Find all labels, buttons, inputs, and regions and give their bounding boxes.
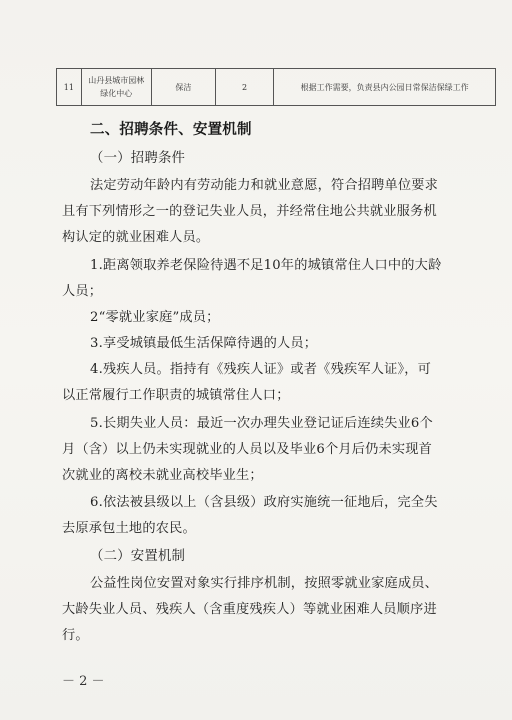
table-cell-duty: 根据工作需要，负责县内公园日常保洁保绿工作 bbox=[274, 69, 496, 106]
item-5-line-2: 月（含）以上仍未实现就业的人员以及毕业6个月后仍未实现首 bbox=[62, 442, 433, 457]
intro-line-1: 法定劳动年龄内有劳动能力和就业意愿，符合招聘单位要求 bbox=[90, 178, 439, 193]
item-3: 3.享受城镇最低生活保障待遇的人员； bbox=[90, 336, 318, 351]
subheading-placement-mechanism: （二）安置机制 bbox=[90, 549, 186, 564]
item-1-line-2: 人员； bbox=[62, 284, 103, 299]
item-6-line-1: 6.依法被县级以上（含县级）政府实施统一征地后，完全失 bbox=[90, 495, 438, 510]
item-6-line-2: 去原承包土地的农民。 bbox=[62, 521, 196, 536]
subheading-recruitment-conditions: （一）招聘条件 bbox=[90, 151, 186, 166]
table-row bbox=[57, 69, 496, 106]
table-cell-number: 11 bbox=[57, 69, 82, 106]
item-4-line-2: 以正常履行工作职责的城镇常住人口； bbox=[62, 388, 290, 403]
table-cell-unit bbox=[81, 69, 151, 106]
placement-line-2: 大龄失业人员、残疾人（含重度残疾人）等就业困难人员顺序进 bbox=[62, 602, 437, 617]
intro-line-2: 且有下列情形之一的登记失业人员，并经常住地公共就业服务机 bbox=[62, 204, 437, 219]
item-1-line-1: 1.距离领取养老保险待遇不足10年的城镇常住人口中的大龄 bbox=[90, 258, 442, 273]
unit-line-2: 绿化中心 bbox=[100, 89, 133, 98]
positions-table bbox=[56, 68, 496, 106]
placement-line-3: 行。 bbox=[62, 628, 89, 643]
item-4-line-1: 4.残疾人员。指持有《残疾人证》或者《残疾军人证》，可 bbox=[90, 362, 432, 377]
item-5-line-3: 次就业的离校未就业高校毕业生； bbox=[62, 468, 263, 483]
placement-line-1: 公益性岗位安置对象实行排序机制，按照零就业家庭成员、 bbox=[90, 576, 439, 591]
table-cell-count: 2 bbox=[215, 69, 273, 106]
page-number: － 2 － bbox=[62, 674, 105, 689]
table-cell-position: 保洁 bbox=[151, 69, 215, 106]
unit-line-1: 山丹县城市园林 bbox=[88, 76, 145, 85]
item-5-line-1: 5.长期失业人员：最近一次办理失业登记证后连续失业6个 bbox=[90, 416, 433, 431]
section-heading: 二、招聘条件、安置机制 bbox=[90, 122, 252, 138]
intro-line-3: 构认定的就业困难人员。 bbox=[62, 230, 210, 245]
item-2: 2“零就业家庭”成员； bbox=[90, 310, 220, 325]
